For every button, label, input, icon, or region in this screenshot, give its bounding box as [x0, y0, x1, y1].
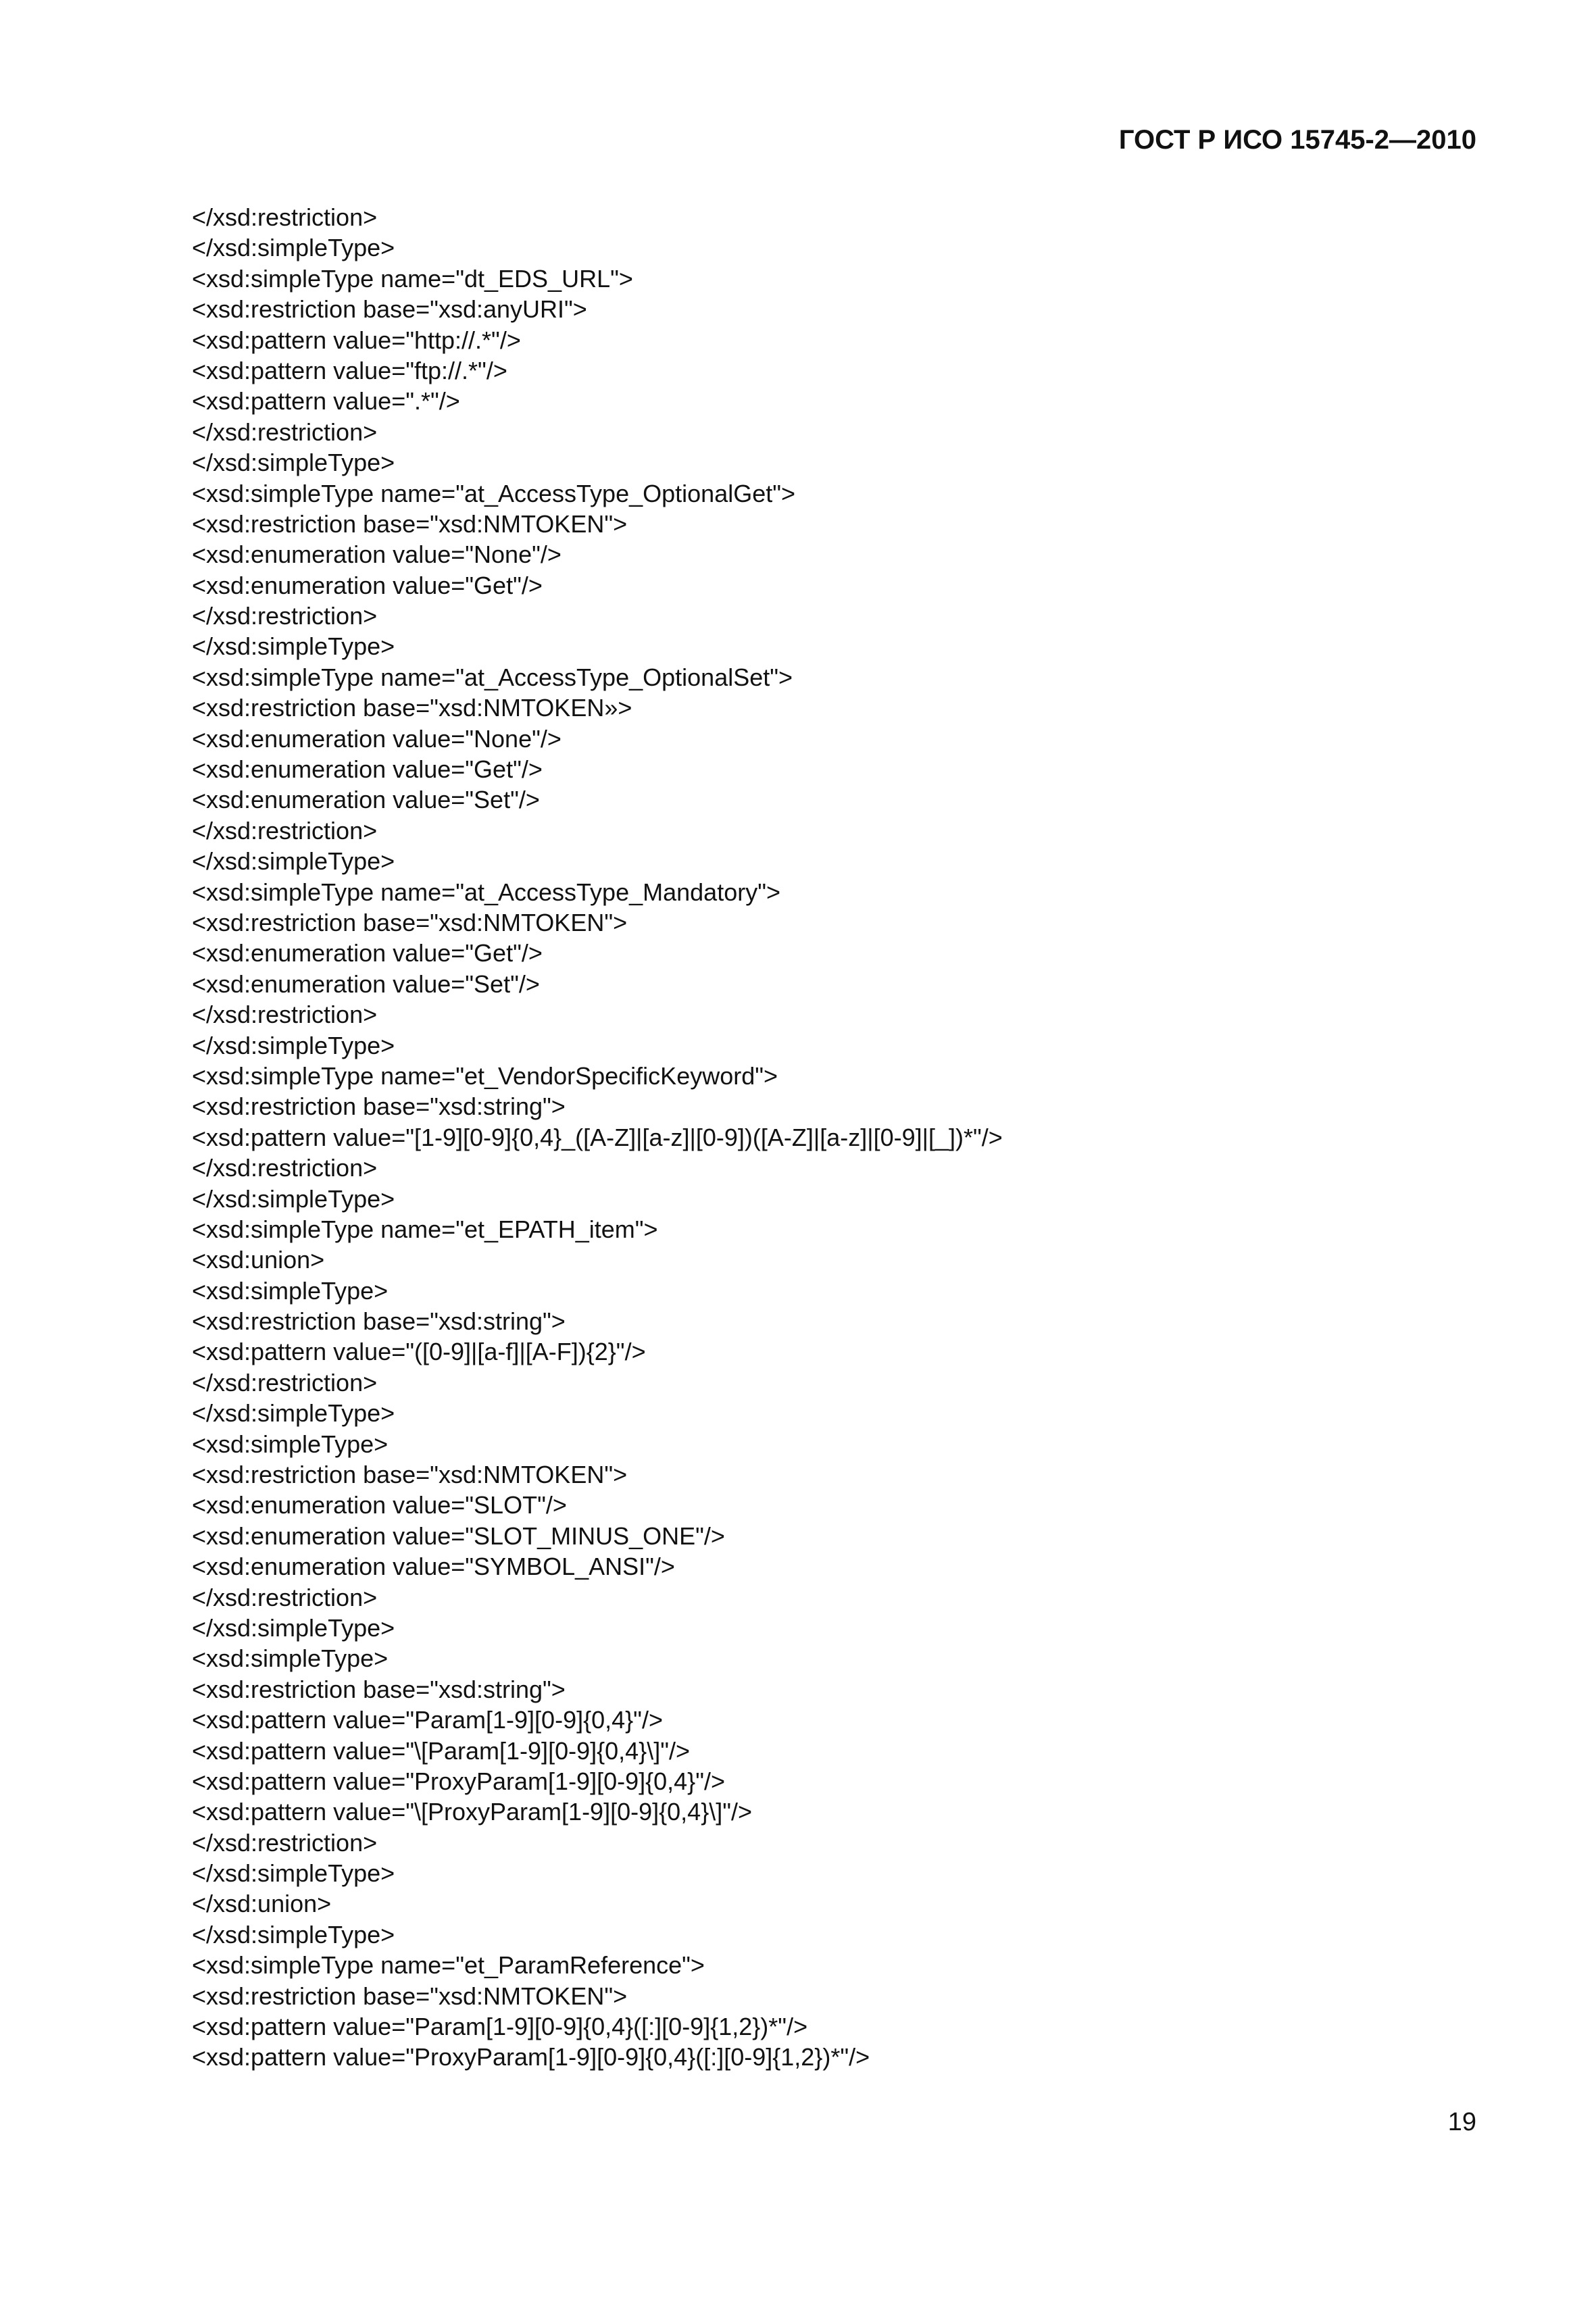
code-line: </xsd:simpleType> [192, 1859, 395, 1888]
code-line: <xsd:simpleType name="dt_EDS_URL"> [192, 264, 633, 293]
code-line: <xsd:pattern value="Param[1-9][0-9]{0,4}([:][0-9]{1,2})*"/> [192, 2013, 808, 2041]
code-line: <xsd:pattern value="\[Param[1-9][0-9]{0,4}\]"/> [192, 1736, 690, 1765]
code-line: </xsd:restriction> [192, 1368, 378, 1397]
code-line: </xsd:simpleType> [192, 1920, 395, 1948]
code-line: <xsd:simpleType name="et_EPATH_item"> [192, 1215, 658, 1243]
code-line: <xsd:enumeration value="SYMBOL_ANSI"/> [192, 1553, 675, 1581]
code-line: </xsd:restriction> [192, 203, 378, 231]
code-line: </xsd:restriction> [192, 1828, 378, 1857]
code-line: <xsd:pattern value="ProxyParam[1-9][0-9]{0,4}([:][0-9]{1,2})*"/> [192, 2043, 870, 2071]
document-header [1119, 124, 1476, 156]
code-line: <xsd:enumeration value="Set"/> [192, 786, 540, 814]
code-line: <xsd:restriction base="xsd:NMTOKEN"> [192, 1461, 628, 1489]
code-line: <xsd:pattern value="ProxyParam[1-9][0-9]{0,4}"/> [192, 1767, 726, 1795]
code-line: <xsd:restriction base="xsd:NMTOKEN"> [192, 908, 628, 936]
code-line: </xsd:simpleType> [192, 632, 395, 661]
code-line: <xsd:restriction base="xsd:NMTOKEN"> [192, 1982, 628, 2010]
code-line: <xsd:restriction base="xsd:string"> [192, 1307, 566, 1336]
code-line: </xsd:simpleType> [192, 1613, 395, 1642]
code-line: </xsd:restriction> [192, 816, 378, 845]
code-line: </xsd:restriction> [192, 418, 378, 446]
code-line: </xsd:simpleType> [192, 449, 395, 477]
xsd-code-listing [192, 202, 1530, 2073]
code-line: <xsd:restriction base="xsd:NMTOKEN"> [192, 509, 628, 538]
code-line: <xsd:simpleType> [192, 1276, 389, 1305]
code-line: <xsd:pattern value="[1-9][0-9]{0,4}_([A-Z]|[a-z]|[0-9])([A-Z]|[a-z]|[0-9]|[_])*"/> [192, 1123, 1003, 1151]
code-line: </xsd:simpleType> [192, 234, 395, 262]
code-line: <xsd:restriction base="xsd:NMTOKEN»> [192, 694, 632, 722]
code-line: </xsd:simpleType> [192, 1184, 395, 1213]
code-line: <xsd:enumeration value="None"/> [192, 540, 562, 569]
page-number: 19 [1447, 2108, 1476, 2136]
code-line: <xsd:enumeration value="Get"/> [192, 755, 543, 784]
code-line: <xsd:simpleType name="et_ParamReference"> [192, 1951, 705, 1980]
code-line: <xsd:enumeration value="SLOT_MINUS_ONE"/> [192, 1521, 725, 1550]
code-line: <xsd:enumeration value="Get"/> [192, 939, 543, 967]
code-line: <xsd:enumeration value="Set"/> [192, 970, 540, 998]
code-line: <xsd:pattern value="\[ProxyParam[1-9][0-9]{0,4}\]"/> [192, 1798, 753, 1826]
code-line: </xsd:restriction> [192, 1001, 378, 1029]
standard-id: ГОСТ Р ИСО 15745-2—2010 [1118, 125, 1476, 155]
code-line: <xsd:pattern value="([0-9]|[a-f]|[A-F]){2}"/> [192, 1338, 646, 1366]
code-line: <xsd:union> [192, 1246, 325, 1274]
code-line: <xsd:pattern value=".*"/> [192, 387, 460, 416]
code-line: <xsd:simpleType name="at_AccessType_Mandatory"> [192, 878, 781, 906]
code-line: <xsd:simpleType name="et_VendorSpecificKeyword"> [192, 1061, 778, 1090]
code-line: <xsd:enumeration value="None"/> [192, 724, 562, 753]
code-line: <xsd:enumeration value="SLOT"/> [192, 1491, 567, 1519]
code-line: <xsd:restriction base="xsd:string"> [192, 1675, 566, 1703]
code-line: <xsd:simpleType> [192, 1430, 389, 1458]
code-line: <xsd:enumeration value="Get"/> [192, 571, 543, 599]
code-line: <xsd:simpleType> [192, 1644, 389, 1673]
code-line: </xsd:simpleType> [192, 847, 395, 876]
code-line: </xsd:simpleType> [192, 1399, 395, 1428]
code-line: <xsd:pattern value="http://.*"/> [192, 326, 521, 354]
code-line: </xsd:restriction> [192, 602, 378, 630]
code-line: </xsd:restriction> [192, 1583, 378, 1611]
code-line: <xsd:simpleType name="at_AccessType_OptionalSet"> [192, 663, 793, 691]
code-line: </xsd:union> [192, 1890, 332, 1918]
code-line: </xsd:simpleType> [192, 1031, 395, 1059]
code-line: <xsd:restriction base="xsd:string"> [192, 1092, 566, 1121]
code-line: <xsd:pattern value="Param[1-9][0-9]{0,4}"/> [192, 1706, 663, 1734]
code-line: <xsd:restriction base="xsd:anyURI"> [192, 295, 587, 324]
code-line: <xsd:pattern value="ftp://.*"/> [192, 356, 507, 384]
code-line: </xsd:restriction> [192, 1154, 378, 1182]
code-line: <xsd:simpleType name="at_AccessType_OptionalGet"> [192, 479, 796, 507]
